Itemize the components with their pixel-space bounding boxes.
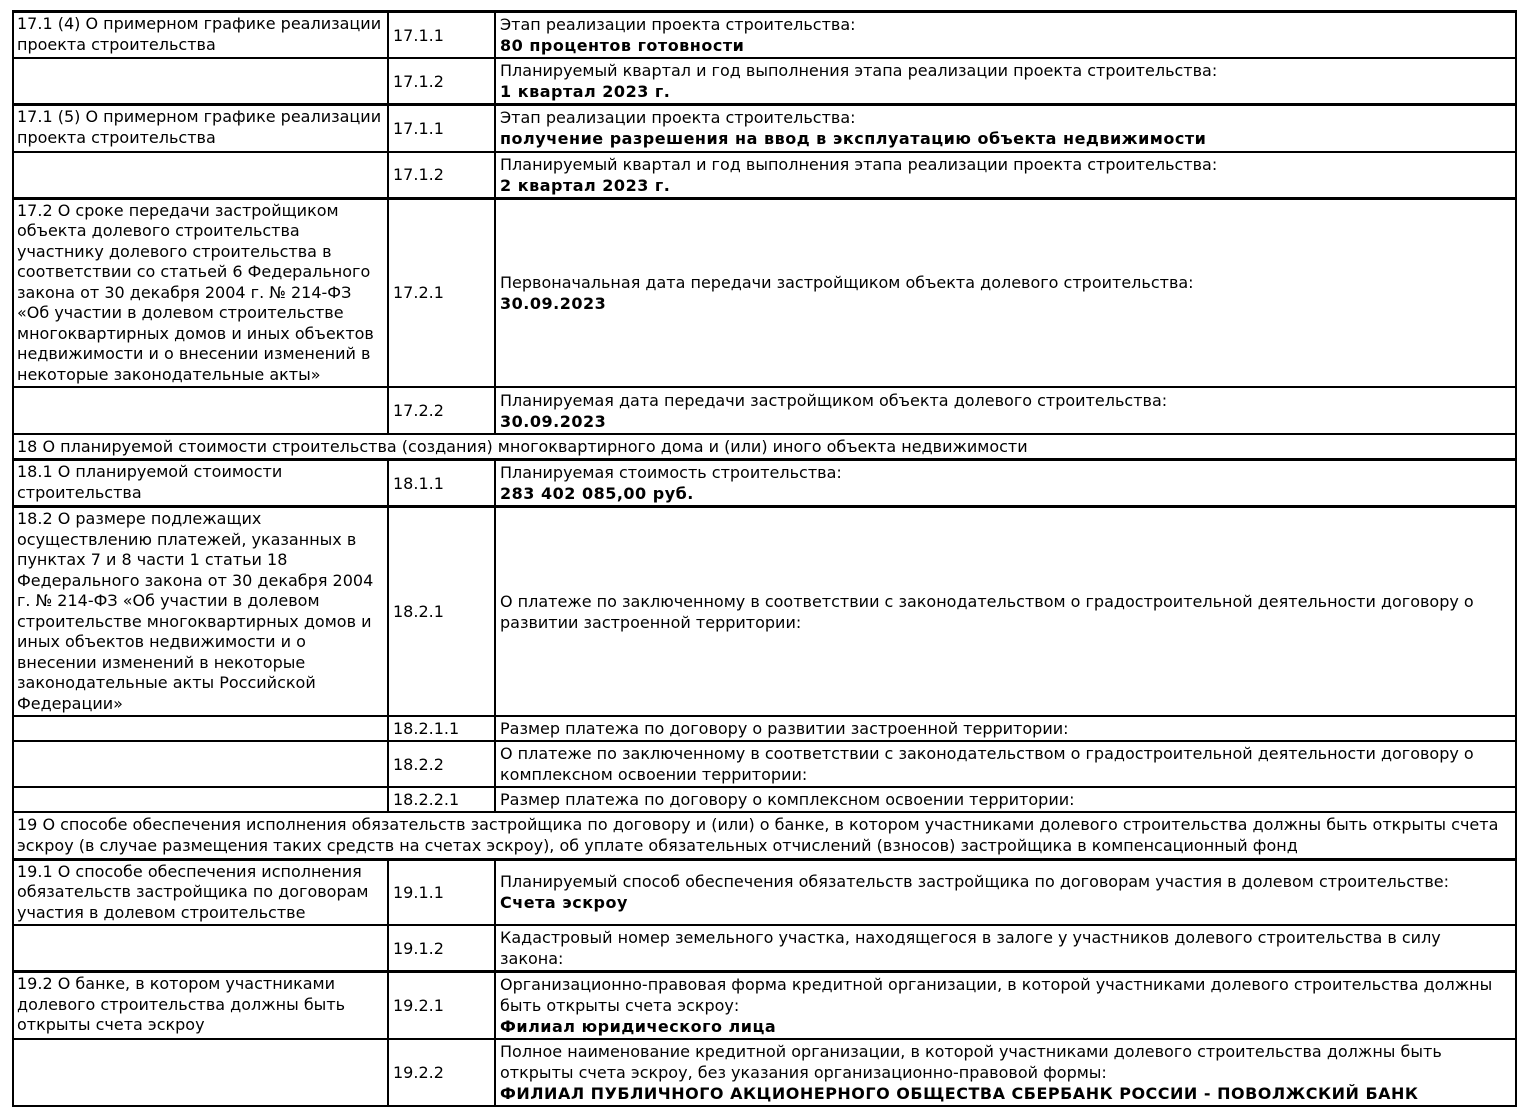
row-description: 19.1 О способе обеспечения исполнения обязательств застройщика по договорам участия в долевом строительстве <box>13 859 388 925</box>
table-row <box>13 787 1516 812</box>
field-value: ФИЛИАЛ ПУБЛИЧНОГО АКЦИОНЕРНОГО ОБЩЕСТВА СБЕРБАНК РОССИИ - ПОВОЛЖСКИЙ БАНК <box>500 1084 1419 1103</box>
row-content <box>495 859 1516 925</box>
table-row-section <box>13 434 1516 460</box>
table-row <box>13 460 1516 507</box>
field-label: Планируемая стоимость строительства: <box>500 463 842 482</box>
row-description: 18.2 О размере подлежащих осуществлению платежей, указанных в пунктах 7 и 8 части 1 статьи 18 Федерального закона от 30 декабря 2004 г. № 214-ФЗ «Об участии в долевом строительстве многоквартирных домов и иных объектов недвижимости и о внесении изменений в некоторые законодательные акты Российской Федерации» <box>13 507 388 717</box>
table-row <box>13 152 1516 199</box>
row-number: 17.1.2 <box>388 58 495 105</box>
row-description <box>13 1039 388 1106</box>
row-description: 17.1 (5) О примерном графике реализации проекта строительства <box>13 105 388 152</box>
field-label: Планируемая дата передачи застройщиком объекта долевого строительства: <box>500 390 1168 410</box>
field-value: 283 402 085,00 руб. <box>500 484 694 503</box>
section-header: 18 О планируемой стоимости строительства (создания) многоквартирного дома и (или) иного объекта недвижимости <box>13 434 1516 460</box>
field-label: Размер платежа по договору о комплексном освоении территории: <box>500 790 1075 809</box>
field-label: Этап реализации проекта строительства: <box>500 108 856 128</box>
row-number: 17.2.1 <box>388 198 495 387</box>
field-value: 30.09.2023 <box>500 411 607 431</box>
row-number: 17.1.1 <box>388 12 495 59</box>
row-number: 18.2.1.1 <box>388 716 495 741</box>
table-row-section <box>13 812 1516 859</box>
row-description <box>13 741 388 787</box>
field-label: О платеже по заключенному в соответствии с законодательством о градостроительной деятельности договору о комплексном освоении территории: <box>500 744 1474 784</box>
table-row <box>13 12 1516 59</box>
field-label: Первоначальная дата передачи застройщиком объекта долевого строительства: <box>500 272 1194 292</box>
row-description <box>13 925 388 972</box>
field-value: 30.09.2023 <box>500 293 607 313</box>
field-label: Полное наименование кредитной организации, в которой участниками долевого строительства должны быть открыты счета эскроу, без указания организационно-правовой формы: <box>500 1042 1442 1082</box>
row-number: 17.1.1 <box>388 105 495 152</box>
row-content <box>495 925 1516 972</box>
row-number: 17.1.2 <box>388 152 495 199</box>
row-content <box>495 787 1516 812</box>
table-row <box>13 507 1516 717</box>
row-content <box>495 741 1516 787</box>
declaration-table-body <box>13 12 1516 1107</box>
field-label: О платеже по заключенному в соответствии с законодательством о градостроительной деятельности договору о развитии застроенной территории: <box>500 591 1474 632</box>
row-description <box>13 58 388 105</box>
field-value: Филиал юридического лица <box>500 1017 777 1036</box>
field-value: Счета эскроу <box>500 893 628 913</box>
row-content <box>495 105 1516 152</box>
table-row <box>13 198 1516 387</box>
table-row <box>13 716 1516 741</box>
row-number: 19.2.1 <box>388 972 495 1040</box>
field-value: 80 процентов готовности <box>500 36 745 55</box>
row-number: 19.2.2 <box>388 1039 495 1106</box>
row-number: 18.1.1 <box>388 460 495 507</box>
field-label: Размер платежа по договору о развитии застроенной территории: <box>500 719 1069 738</box>
table-row <box>13 1039 1516 1106</box>
table-row <box>13 972 1516 1040</box>
row-description: 17.2 О сроке передачи застройщиком объекта долевого строительства участнику долевого строительства в соответствии со статьей 6 Федерального закона от 30 декабря 2004 г. № 214-ФЗ «Об участии в долевом строительстве многоквартирных домов и иных объектов недвижимости и о внесении изменений в некоторые законодательные акты» <box>13 198 388 387</box>
row-content <box>495 460 1516 507</box>
row-description: 17.1 (4) О примерном графике реализации проекта строительства <box>13 12 388 59</box>
field-value: 1 квартал 2023 г. <box>500 82 671 101</box>
table-row <box>13 925 1516 972</box>
row-content <box>495 58 1516 105</box>
row-content <box>495 507 1516 717</box>
field-label: Организационно-правовая форма кредитной организации, в которой участниками долевого строительства должны быть открыты счета эскроу: <box>500 975 1493 1015</box>
row-description: 19.2 О банке, в котором участниками долевого строительства должны быть открыты счета эскроу <box>13 972 388 1040</box>
table-row <box>13 58 1516 105</box>
row-number: 18.2.2 <box>388 741 495 787</box>
field-value: 2 квартал 2023 г. <box>500 175 671 195</box>
row-content <box>495 387 1516 434</box>
row-number: 17.2.2 <box>388 387 495 434</box>
table-row <box>13 859 1516 925</box>
field-label: Планируемый квартал и год выполнения этапа реализации проекта строительства: <box>500 154 1218 174</box>
row-description <box>13 387 388 434</box>
table-row <box>13 105 1516 152</box>
row-number: 19.1.2 <box>388 925 495 972</box>
declaration-table <box>12 10 1517 1107</box>
field-label: Этап реализации проекта строительства: <box>500 15 856 34</box>
field-label: Планируемый способ обеспечения обязательств застройщика по договорам участия в долевом строительстве: <box>500 872 1450 892</box>
row-content <box>495 972 1516 1040</box>
row-description <box>13 716 388 741</box>
table-row <box>13 387 1516 434</box>
row-number: 19.1.1 <box>388 859 495 925</box>
section-header: 19 О способе обеспечения исполнения обязательств застройщика по договору и (или) о банке, в котором участниками долевого строительства должны быть открыты счета эскроу (в случае размещения таких средств на счетах эскроу), об уплате обязательных отчислений (взносов) застройщика в компенсационный фонд <box>13 812 1516 859</box>
row-content <box>495 198 1516 387</box>
row-content <box>495 1039 1516 1106</box>
field-label: Планируемый квартал и год выполнения этапа реализации проекта строительства: <box>500 61 1218 80</box>
row-description <box>13 787 388 812</box>
table-row <box>13 741 1516 787</box>
row-description: 18.1 О планируемой стоимости строительства <box>13 460 388 507</box>
row-number: 18.2.2.1 <box>388 787 495 812</box>
row-description <box>13 152 388 199</box>
row-content <box>495 716 1516 741</box>
row-content <box>495 152 1516 199</box>
row-number: 18.2.1 <box>388 507 495 717</box>
field-value: получение разрешения на ввод в эксплуатацию объекта недвижимости <box>500 129 1207 149</box>
row-content <box>495 12 1516 59</box>
field-label: Кадастровый номер земельного участка, находящегося в залоге у участников долевого строительства в силу закона: <box>500 928 1441 968</box>
